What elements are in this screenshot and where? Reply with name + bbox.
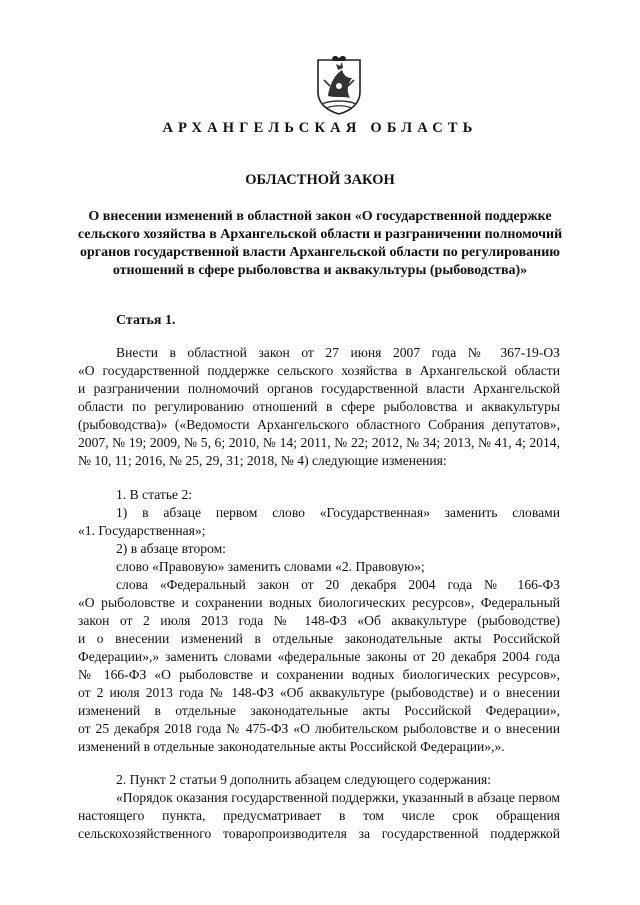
text-line: слово «Правовую» заменить словами «2. Правовую»;	[116, 559, 425, 574]
text-line: области по регулированию отношений в сфере рыболовства и аквакультуры	[78, 399, 560, 414]
text-line: Федерации»,» заменить словами «федеральные законы от 20 декабря 2004 года	[78, 649, 560, 664]
text-line: 1. В статье 2:	[116, 487, 193, 502]
text-line: (рыбоводства)» («Ведомости Архангельского областного Собрания депутатов»,	[78, 417, 560, 432]
text-line: и о внесении изменений в отдельные законодательные акты Российской	[78, 631, 560, 646]
text-line: № 10, 11; 2016, № 25, 29, 31; 2018, № 4) следующие изменения:	[78, 453, 447, 468]
text-line: 2) в абзаце втором:	[116, 541, 226, 556]
text-line: «О рыболовстве и сохранении водных биологических ресурсов», Федеральный	[78, 595, 560, 610]
text-line: и разграничении полномочий органов государственной власти Архангельской	[78, 381, 560, 396]
text-line: «О государственной поддержке сельского хозяйства в Архангельской области	[78, 363, 560, 378]
text-line: 2. Пункт 2 статьи 9 дополнить абзацем следующего содержания:	[116, 772, 492, 787]
text-line: № 166-ФЗ «О рыболовстве и сохранении водных биологических ресурсов»,	[78, 667, 560, 682]
text-line: изменений в отдельные законодательные акты Российской Федерации»,».	[78, 739, 505, 754]
point-2-paragraph	[78, 771, 560, 843]
text-line: от 25 декабря 2018 года № 475-ФЗ «О любительском рыболовстве и о внесении	[78, 721, 560, 736]
text-line: «1. Государственная»;	[78, 523, 206, 538]
subject-line: органов государственной власти Архангельской области по регулированию	[80, 245, 560, 260]
text-line: от 2 июля 2013 года № 148-ФЗ «Об аквакультуре (рыбоводстве) и о внесении	[78, 685, 560, 700]
article-heading: Статья 1.	[116, 313, 176, 328]
point-1-paragraph	[78, 486, 560, 756]
subject-line: отношений в сфере рыболовства и аквакультуры (рыбоводства)»	[112, 263, 528, 278]
document-type-title: ОБЛАСТНОЙ ЗАКОН	[245, 172, 395, 188]
text-line: изменений в отдельные законодательные акты Российской Федерации»,	[78, 703, 560, 718]
law-subject-title	[70, 208, 570, 280]
text-line: Внести в областной закон от 27 июня 2007 года № 367-19-ОЗ	[116, 345, 560, 360]
text-line: настоящего пункта, предусматривает в том числе срок обращения	[78, 808, 560, 823]
text-line: 2007, № 19; 2009, № 5, 6; 2010, № 14; 2011, № 22; 2012, № 34; 2013, № 41, 4; 2014,	[78, 435, 560, 450]
text-line: сельскохозяйственного товаропроизводителя за государственной поддержкой	[78, 826, 560, 841]
text-line: 1) в абзаце первом слово «Государственная» заменить словами	[116, 505, 560, 520]
subject-line: сельского хозяйства в Архангельской области и разграничении полномочий	[77, 227, 563, 242]
text-line: закон от 2 июля 2013 года № 148-ФЗ «Об аквакультуре (рыбоводстве)	[78, 613, 560, 628]
subject-line: О внесении изменений в областной закон «О государственной поддержке	[88, 209, 552, 224]
text-line: слова «Федеральный закон от 20 декабря 2004 года № 166-ФЗ	[116, 577, 560, 592]
text-line: «Порядок оказания государственной поддержки, указанный в абзаце первом	[116, 790, 560, 805]
intro-paragraph	[78, 344, 560, 470]
region-heading: АРХАНГЕЛЬСКАЯ ОБЛАСТЬ	[162, 120, 478, 136]
coat-of-arms-emblem	[314, 56, 364, 116]
